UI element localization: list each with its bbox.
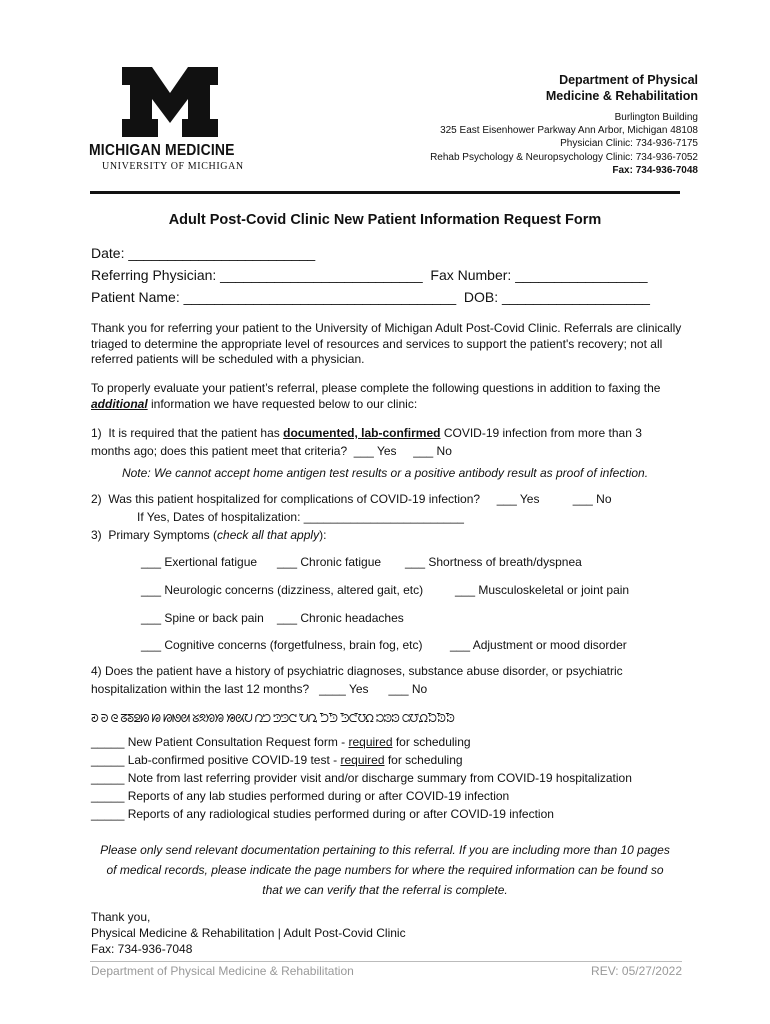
symptom-cognitive[interactable]: ___ Cognitive concerns (forgetfulness, brain fog, etc): [141, 638, 423, 652]
patient-name-field[interactable]: Patient Name: ___________________________________: [91, 289, 457, 305]
footer-revision: REV: 05/27/2022: [591, 964, 682, 978]
rehab-clinic-phone: Rehab Psychology & Neuropsychology Clinic: 734-936-7052: [430, 151, 698, 163]
additional-emphasis: additional: [91, 396, 148, 411]
department-block: [546, 72, 698, 104]
patient-row: [91, 289, 650, 305]
note-text: : We cannot accept home antigen test results or a positive antibody result as proof of infection.: [147, 466, 649, 480]
q3-italic: check all that apply: [217, 528, 320, 542]
instructions-paragraph: [91, 381, 701, 412]
signoff: [91, 909, 406, 957]
q1-text-end: COVID-19 infection from more than 3: [440, 426, 642, 440]
question-1-line-2[interactable]: months ago; does this patient meet that criteria? ___ Yes ___ No: [91, 444, 452, 458]
header-fax: Fax: 734-936-7048: [612, 164, 698, 176]
checklist-blank[interactable]: _____: [91, 771, 125, 785]
symptom-exertional-fatigue[interactable]: ___ Exertional fatigue: [141, 555, 258, 569]
header-divider: [90, 191, 680, 194]
required-emphasis: required: [340, 753, 385, 767]
michigan-block-m-logo: [122, 67, 218, 137]
signoff-thanks: Thank you,: [91, 910, 151, 924]
department-line-2: Medicine & Rehabilitation: [545, 89, 698, 103]
checklist-item[interactable]: [91, 769, 632, 787]
street-address: 325 East Eisenhower Parkway Ann Arbor, Michigan 48108: [440, 125, 698, 137]
checklist-item[interactable]: [91, 805, 554, 823]
question-4: 4) Does the patient have a history of psychiatric diagnoses, substance abuse disorder, or psychiatric: [91, 664, 623, 678]
checklist-item[interactable]: [91, 733, 471, 751]
building: Burlington Building: [614, 112, 698, 123]
signoff-clinic: Physical Medicine & Rehabilitation | Adult Post-Covid Clinic: [91, 926, 406, 940]
hospitalization-dates-field[interactable]: If Yes, Dates of hospitalization: ________________________: [137, 510, 464, 524]
checklist-text: Reports of any radiological studies performed during or after COVID-19 infection: [124, 807, 554, 821]
date-field[interactable]: Date: ________________________: [91, 245, 316, 261]
footer-divider: [90, 961, 682, 962]
closing-line-2: of medical records, please indicate the page numbers for where the required information can be found so: [106, 863, 664, 877]
physician-clinic-phone: Physician Clinic: 734-936-7175: [560, 138, 698, 150]
question-2[interactable]: 2) Was this patient hospitalized for complications of COVID-19 infection? ___ Yes ___ No: [91, 492, 612, 506]
q3-text: 3) Primary Symptoms (: [91, 528, 218, 542]
antigen-note: [0, 466, 770, 480]
brand-name: MICHIGAN MEDICINE: [89, 142, 235, 159]
intro-paragraph: Thank you for referring your patient to the University of Michigan Adult Post-Covid Clinic. Referrals are clinically triaged to determine the appropriate level of resources and services to support the patient's recovery; not all referred patients will be scheduled with a physician.: [91, 321, 682, 366]
checklist-text: Reports of any lab studies performed during or after COVID-19 infection: [124, 789, 510, 803]
checklist-item[interactable]: [91, 751, 463, 769]
required-emphasis: required: [348, 735, 393, 749]
symptom-spine-back-pain[interactable]: ___ Spine or back pain: [141, 611, 264, 625]
referring-physician-row: [91, 267, 648, 283]
q1-text: 1) It is required that the patient has: [91, 426, 284, 440]
instructions-text-end: information we have requested below to our clinic:: [147, 396, 418, 411]
referring-physician-field[interactable]: Referring Physician: __________________________: [91, 267, 423, 283]
symptom-shortness-of-breath[interactable]: ___ Shortness of breath/dyspnea: [405, 555, 582, 569]
garbled-heading: ᘑ ᘒ ᘓ ᘔᘕᘖᘗ ᘘ ᘙᘚᘛ ᘜᘝᘞᘟ ᘠᘡᘢ ᘣᘤ ᘥᘦᘧ ᘨᘩ ᘪᘫ ᘬᘭᘮᘯ ᘰᘱᘲ ᘳᘴᘵᘶᘷᘸ: [91, 713, 455, 725]
department-line-1: Department of Physical: [559, 73, 698, 87]
closing-note: [0, 840, 770, 900]
checklist-item[interactable]: [91, 787, 509, 805]
symptom-chronic-fatigue[interactable]: ___ Chronic fatigue: [277, 555, 382, 569]
closing-line-1: Please only send relevant documentation pertaining to this referral. If you are including more than 10 pages: [100, 843, 670, 857]
closing-line-3: that we can verify that the referral is complete.: [262, 883, 508, 897]
fax-number-field[interactable]: Fax Number: _________________: [430, 267, 648, 283]
checklist-blank[interactable]: _____: [91, 735, 125, 749]
q1-emphasis: documented, lab-confirmed: [283, 426, 441, 440]
symptom-musculoskeletal[interactable]: ___ Musculoskeletal or joint pain: [455, 583, 630, 597]
checklist-blank[interactable]: _____: [91, 789, 125, 803]
address-block: [430, 111, 698, 177]
checklist-text: Lab-confirmed positive COVID-19 test -: [124, 753, 341, 767]
checklist-blank[interactable]: _____: [91, 753, 125, 767]
form-title: Adult Post-Covid Clinic New Patient Information Request Form: [168, 212, 602, 228]
dob-field[interactable]: DOB: ___________________: [463, 289, 650, 305]
note-label: Note: [121, 466, 148, 480]
question-3: [91, 526, 326, 544]
checklist-blank[interactable]: _____: [91, 807, 125, 821]
symptom-adjustment-mood[interactable]: ___ Adjustment or mood disorder: [450, 638, 627, 652]
university-name: UNIVERSITY OF MICHIGAN: [102, 161, 244, 172]
checklist-text: New Patient Consultation Request form -: [124, 735, 349, 749]
question-4-line-2[interactable]: hospitalization within the last 12 months? ____ Yes ___ No: [91, 682, 428, 696]
instructions-text: To properly evaluate your patient’s referral, please complete the following questions in addition to faxing the: [91, 381, 661, 395]
symptom-chronic-headaches[interactable]: ___ Chronic headaches: [277, 611, 404, 625]
checklist-text-end: for scheduling: [384, 753, 463, 767]
symptom-neurologic[interactable]: ___ Neurologic concerns (dizziness, altered gait, etc): [141, 583, 424, 597]
footer-department: Department of Physical Medicine & Rehabilitation: [91, 964, 354, 978]
q3-text-end: ):: [319, 528, 327, 542]
checklist-text-end: for scheduling: [392, 735, 471, 749]
signoff-fax: Fax: 734-936-7048: [91, 942, 193, 956]
checklist-text: Note from last referring provider visit and/or discharge summary from COVID-19 hospitalization: [124, 771, 632, 785]
question-1: [91, 424, 642, 442]
